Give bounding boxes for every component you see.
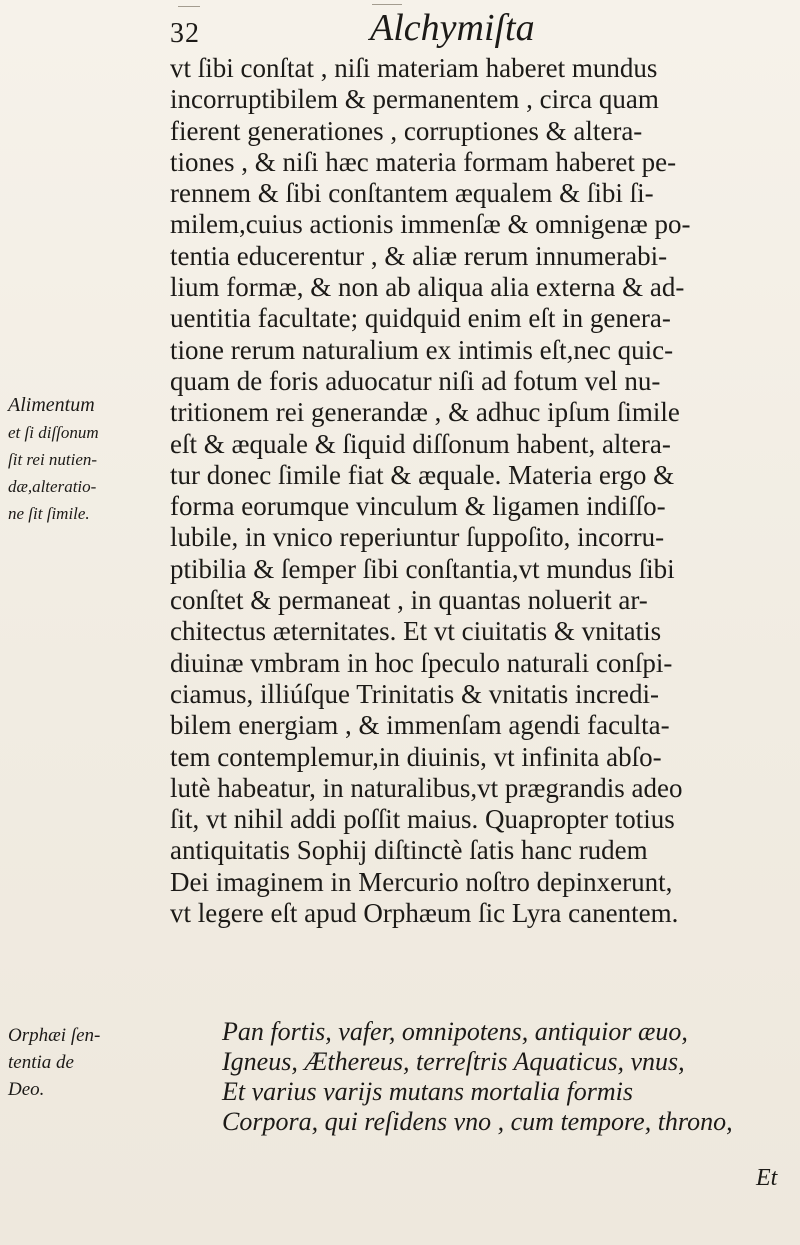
- text-line: diuinæ vmbram in hoc ſpeculo naturali conſpi-: [170, 647, 673, 678]
- text-line: bilem energiam , & immenſam agendi faculta-: [170, 710, 670, 741]
- text-line: eſt & æquale & ſiquid diſſonum habent, altera-: [170, 428, 671, 459]
- margin-note-line: Orphæi ſen-: [8, 1025, 101, 1046]
- catchword: Et: [756, 1165, 778, 1191]
- top-rule-right: [372, 4, 402, 5]
- margin-note-alimentum: [8, 392, 99, 527]
- text-line: rennem & ſibi conſtantem æqualem & ſibi ſi-: [170, 178, 654, 209]
- text-line: tentia educerentur , & aliæ rerum innumerabi-: [170, 240, 668, 271]
- margin-note-line: dæ,alteratio-: [8, 477, 97, 496]
- margin-note-line: ne ſit ſimile.: [8, 504, 90, 523]
- text-line: ciamus, illiúſque Trinitatis & vnitatis incredi-: [170, 678, 659, 709]
- verse-line: Igneus, Æthereus, terreſtris Aquaticus, vnus,: [222, 1047, 685, 1076]
- top-rule-left: [178, 6, 200, 7]
- text-line: lutè habeatur, in naturalibus,vt prægrandis adeo: [170, 772, 683, 803]
- text-line: tione rerum naturalium ex intimis eſt,nec quic-: [170, 334, 674, 365]
- verse-line: Pan fortis, vafer, omnipotens, antiquior æuo,: [222, 1017, 688, 1046]
- main-text-block: [170, 53, 790, 929]
- text-line: tur donec ſimile fiat & æquale. Materia ergo &: [170, 459, 675, 490]
- text-line: lubile, in vnico reperiuntur ſuppoſito, incorru-: [170, 522, 665, 553]
- margin-note-orphaei: [8, 1022, 100, 1103]
- margin-note-line: ſit rei nutien-: [8, 450, 98, 469]
- text-line: milem,cuius actionis immenſæ & omnigenæ po-: [170, 209, 691, 240]
- margin-note-line: Alimentum: [8, 394, 95, 416]
- text-line: fierent generationes , corruptiones & altera-: [170, 115, 643, 146]
- text-line: chitectus æternitates. Et vt ciuitatis & vnitatis: [170, 616, 662, 647]
- page-header: [170, 6, 730, 56]
- page-number: 32: [170, 18, 200, 49]
- text-line: tem contemplemur,in diuinis, vt infinita abſo-: [170, 741, 662, 772]
- text-line: Dei imaginem in Mercurio noſtro depinxerunt,: [170, 866, 673, 897]
- text-line: vt ſibi conſtat , niſi materiam haberet mundus: [170, 53, 658, 83]
- margin-note-line: Deo.: [8, 1079, 45, 1100]
- text-line: uentitia facultate; quidquid enim eſt in genera-: [170, 303, 671, 334]
- text-line: incorruptibilem & permanentem , circa quam: [170, 84, 659, 115]
- orphic-verse: [222, 1017, 782, 1137]
- margin-note-line: et ſi diſſonum: [8, 423, 99, 442]
- text-line: tiones , & niſi hæc materia formam haberet pe-: [170, 146, 677, 177]
- text-line: ſit, vt nihil addi poſſit maius. Quapropter totius: [170, 804, 675, 835]
- verse-line: Corpora, qui reſidens vno , cum tempore, throno,: [222, 1107, 733, 1136]
- text-line: quam de foris aduocatur niſi ad fotum vel nu-: [170, 365, 661, 396]
- text-line: antiquitatis Sophij diſtinctè ſatis hanc rudem: [170, 835, 648, 866]
- margin-note-line: tentia de: [8, 1052, 74, 1073]
- text-line: lium formæ, & non ab aliqua alia externa & ad-: [170, 272, 685, 303]
- text-line: tritionem rei generandæ , & adhuc ipſum ſimile: [170, 397, 680, 428]
- text-line: vt legere eſt apud Orphæum ſic Lyra canentem.: [170, 898, 679, 929]
- text-line: forma eorumque vinculum & ligamen indiſſo-: [170, 491, 666, 522]
- text-line: conſtet & permaneat , in quantas noluerit ar-: [170, 585, 648, 616]
- text-line: ptibilia & ſemper ſibi conſtantia,vt mundus ſibi: [170, 553, 675, 584]
- verse-line: Et varius varijs mutans mortalia formis: [222, 1077, 633, 1106]
- running-title: Alchymiſta: [370, 7, 535, 49]
